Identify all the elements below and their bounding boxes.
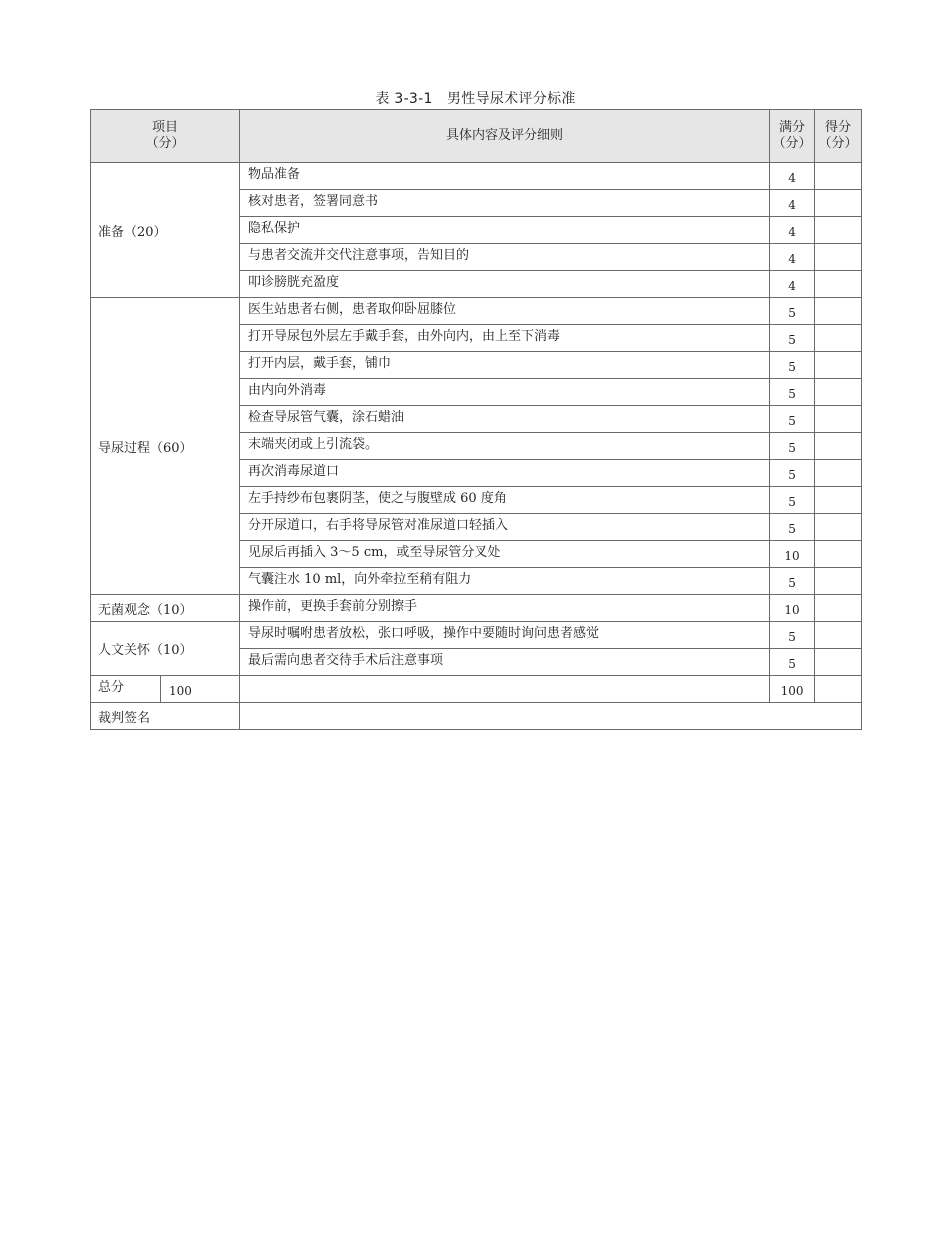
- full-score-cell: 5: [770, 622, 815, 649]
- score-entry-cell[interactable]: [815, 217, 862, 244]
- table-row: [91, 163, 862, 190]
- score-entry-cell[interactable]: [815, 514, 862, 541]
- criteria-text: 物品准备: [240, 163, 770, 190]
- criteria-text: 医生站患者右侧，患者取仰卧屈膝位: [240, 298, 770, 325]
- header-full-score: 满分 （分）: [770, 110, 815, 163]
- criteria-text: 打开内层，戴手套，铺巾: [240, 352, 770, 379]
- header-content: 具体内容及评分细则: [240, 110, 770, 163]
- score-entry-cell[interactable]: [815, 433, 862, 460]
- full-score-cell: 5: [770, 568, 815, 595]
- full-score-cell: 5: [770, 433, 815, 460]
- total-score-cell[interactable]: [815, 676, 862, 703]
- header-item: 项目 （分）: [91, 110, 240, 163]
- criteria-text: 导尿时嘱咐患者放松，张口呼吸，操作中要随时询问患者感觉: [240, 622, 770, 649]
- table-caption: 表 3-3-1 男性导尿术评分标准: [375, 91, 576, 107]
- score-entry-cell[interactable]: [815, 487, 862, 514]
- score-entry-cell[interactable]: [815, 352, 862, 379]
- full-score-cell: 5: [770, 298, 815, 325]
- criteria-text: 检查导尿管气囊，涂石蜡油: [240, 406, 770, 433]
- score-entry-cell[interactable]: [815, 541, 862, 568]
- total-row: [91, 676, 862, 703]
- table-row: [91, 622, 862, 649]
- judge-row: [91, 703, 862, 730]
- header-row: [91, 110, 862, 163]
- score-entry-cell[interactable]: [815, 244, 862, 271]
- score-entry-cell[interactable]: [815, 568, 862, 595]
- score-entry-cell[interactable]: [815, 190, 862, 217]
- full-score-cell: 5: [770, 379, 815, 406]
- criteria-text: 分开尿道口，右手将导尿管对准尿道口轻插入: [240, 514, 770, 541]
- header-score: 得分 （分）: [815, 110, 862, 163]
- full-score-cell: 5: [770, 406, 815, 433]
- category-cell: 人文关怀（10）: [91, 622, 240, 676]
- full-score-cell: 4: [770, 244, 815, 271]
- score-entry-cell[interactable]: [815, 622, 862, 649]
- criteria-text: 隐私保护: [240, 217, 770, 244]
- scoring-table: [90, 109, 862, 730]
- full-score-cell: 5: [770, 460, 815, 487]
- criteria-text: 左手持纱布包裹阴茎，使之与腹壁成 60 度角: [240, 487, 770, 514]
- judge-signature-field[interactable]: [240, 703, 862, 730]
- criteria-text: 气囊注水 10 ml，向外牵拉至稍有阻力: [240, 568, 770, 595]
- table-row: [91, 595, 862, 622]
- criteria-text: 叩诊膀胱充盈度: [240, 271, 770, 298]
- criteria-text: 再次消毒尿道口: [240, 460, 770, 487]
- score-entry-cell[interactable]: [815, 460, 862, 487]
- full-score-cell: 10: [770, 595, 815, 622]
- full-score-cell: 4: [770, 190, 815, 217]
- criteria-text: 最后需向患者交待手术后注意事项: [240, 649, 770, 676]
- full-score-cell: 5: [770, 487, 815, 514]
- criteria-text: 与患者交流并交代注意事项，告知目的: [240, 244, 770, 271]
- full-score-cell: 10: [770, 541, 815, 568]
- score-entry-cell[interactable]: [815, 379, 862, 406]
- category-cell: 导尿过程（60）: [91, 298, 240, 595]
- score-entry-cell[interactable]: [815, 271, 862, 298]
- score-entry-cell[interactable]: [815, 406, 862, 433]
- total-content-cell: [240, 676, 770, 703]
- criteria-text: 操作前，更换手套前分别擦手: [240, 595, 770, 622]
- full-score-cell: 4: [770, 163, 815, 190]
- score-entry-cell[interactable]: [815, 595, 862, 622]
- full-score-cell: 5: [770, 514, 815, 541]
- full-score-cell: 4: [770, 271, 815, 298]
- criteria-text: 由内向外消毒: [240, 379, 770, 406]
- full-score-cell: 5: [770, 352, 815, 379]
- score-entry-cell[interactable]: [815, 649, 862, 676]
- score-entry-cell[interactable]: [815, 298, 862, 325]
- full-score-cell: 5: [770, 325, 815, 352]
- score-entry-cell[interactable]: [815, 163, 862, 190]
- full-score-cell: 4: [770, 217, 815, 244]
- score-entry-cell[interactable]: [815, 325, 862, 352]
- total-label: 总分: [91, 676, 161, 703]
- table-row: [91, 298, 862, 325]
- criteria-text: 核对患者，签署同意书: [240, 190, 770, 217]
- total-value: 100: [161, 676, 240, 703]
- judge-signature-label: 裁判签名: [91, 703, 240, 730]
- total-full-score: 100: [770, 676, 815, 703]
- criteria-text: 打开导尿包外层左手戴手套，由外向内，由上至下消毒: [240, 325, 770, 352]
- category-cell: 无菌观念（10）: [91, 595, 240, 622]
- criteria-text: 见尿后再插入 3～5 cm，或至导尿管分叉处: [240, 541, 770, 568]
- category-cell: 准备（20）: [91, 163, 240, 298]
- full-score-cell: 5: [770, 649, 815, 676]
- criteria-text: 末端夹闭或上引流袋。: [240, 433, 770, 460]
